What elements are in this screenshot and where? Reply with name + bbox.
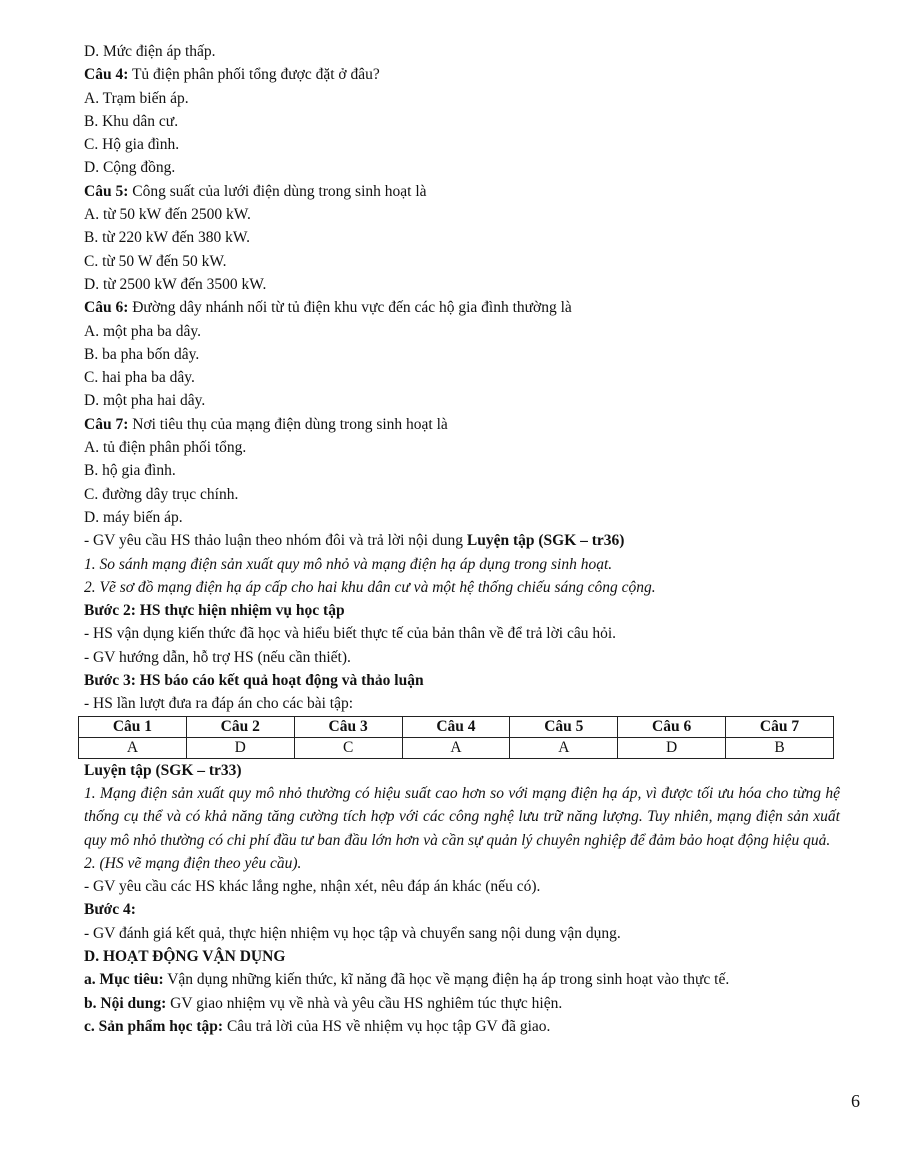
line-text: - GV hướng dẫn, hỗ trợ HS (nếu cần thiết).: [84, 648, 351, 666]
text-line: [84, 483, 840, 506]
practice-answer-2: 2. (HS vẽ mạng điện theo yêu cầu).: [84, 854, 302, 872]
text-line: [84, 180, 840, 203]
text-line: [84, 273, 840, 296]
line-text: Câu trả lời của HS về nhiệm vụ học tập GV đã giao.: [223, 1017, 551, 1035]
question-header-cell: Câu 5: [510, 716, 618, 737]
line-text: Tủ điện phân phối tổng được đặt ở đâu?: [128, 66, 380, 84]
text-line: [84, 622, 840, 645]
text-line: [84, 646, 840, 669]
question-header-cell: Câu 2: [186, 716, 294, 737]
text-line: [84, 63, 840, 86]
text-line: [84, 553, 840, 576]
answer-table-answer-row: [79, 737, 834, 758]
text-line: [84, 968, 840, 991]
text-line: [84, 250, 840, 273]
line-text: D. Mức điện áp thấp.: [84, 43, 216, 60]
document-page: [84, 40, 840, 1038]
text-line: [84, 343, 840, 366]
line-text: D. một pha hai dây.: [84, 392, 206, 410]
line-text: - GV yêu cầu các HS khác lắng nghe, nhận xét, nêu đáp án khác (nếu có).: [84, 878, 541, 896]
bold-label: Bước 2: HS thực hiện nhiệm vụ học tập: [84, 602, 345, 620]
line-text: C. đường dây trục chính.: [84, 485, 239, 503]
answer-cell: B: [726, 737, 834, 758]
text-line: [84, 40, 840, 63]
line-text: - HS vận dụng kiến thức đã học và hiểu biết thực tế của bản thân về để trả lời câu hỏi.: [84, 625, 617, 643]
question-header-cell: Câu 1: [79, 716, 187, 737]
line-text: C. từ 50 W đến 50 kW.: [84, 252, 227, 270]
question-header-cell: Câu 3: [294, 716, 402, 737]
line-text: A. tủ điện phân phối tổng.: [84, 439, 247, 457]
question-header-cell: Câu 6: [618, 716, 726, 737]
text-line: [84, 296, 840, 319]
answer-table-header-row: [79, 716, 834, 737]
text-line: [84, 389, 840, 412]
bold-label: Câu 5:: [84, 182, 129, 200]
text-line: [84, 992, 840, 1015]
text-line: [84, 203, 840, 226]
text-line: [84, 1015, 840, 1038]
bold-label: b. Nội dung:: [84, 994, 167, 1012]
text-line: [84, 875, 840, 898]
answer-cell: D: [186, 737, 294, 758]
line-text: B. từ 220 kW đến 380 kW.: [84, 229, 250, 247]
bold-label: Câu 6:: [84, 299, 129, 317]
line-text: B. Khu dân cư.: [84, 112, 179, 130]
text-line: [84, 898, 840, 921]
bold-label: Bước 4:: [84, 901, 136, 919]
text-line: [84, 599, 840, 622]
text-line: [84, 226, 840, 249]
bold-label: D. HOẠT ĐỘNG VẬN DỤNG: [84, 947, 286, 965]
text-line: [84, 459, 840, 482]
bold-label: Bước 3: HS báo cáo kết quả hoạt động và thảo luận: [84, 672, 424, 690]
line-text: - HS lần lượt đưa ra đáp án cho các bài tập:: [84, 695, 354, 713]
answer-cell: C: [294, 737, 402, 758]
bold-label: c. Sản phẩm học tập:: [84, 1017, 224, 1035]
question-header-cell: Câu 4: [402, 716, 510, 737]
text-line: [84, 156, 840, 179]
line-text: Nơi tiêu thụ của mạng điện dùng trong sinh hoạt là: [128, 415, 448, 433]
bold-label: Câu 4:: [84, 66, 129, 84]
answer-cell: A: [510, 737, 618, 758]
answer-table: [78, 716, 834, 759]
text-line: [84, 506, 840, 529]
text-line: [84, 413, 840, 436]
answer-cell: D: [618, 737, 726, 758]
text-line: [84, 110, 840, 133]
text-line: [84, 366, 840, 389]
text-line: [84, 87, 840, 110]
text-line: [84, 133, 840, 156]
practice-heading: Luyện tập (SGK – tr33): [84, 761, 242, 779]
line-text: GV giao nhiệm vụ về nhà và yêu cầu HS nghiêm túc thực hiện.: [166, 994, 563, 1012]
text-line: [84, 945, 840, 968]
line-text: Công suất của lưới điện dùng trong sinh hoạt là: [128, 182, 427, 200]
line-text: A. Trạm biến áp.: [84, 89, 189, 107]
bold-label: Câu 7:: [84, 415, 129, 433]
line-text: C. hai pha ba dây.: [84, 369, 195, 387]
line-text: - GV đánh giá kết quả, thực hiện nhiệm vụ học tập và chuyển sang nội dung vận dụng.: [84, 924, 621, 942]
text-line: [84, 576, 840, 599]
line-text: B. ba pha bốn dây.: [84, 345, 200, 363]
line-text: A. một pha ba dây.: [84, 322, 201, 340]
answer-cell: A: [79, 737, 187, 758]
italic-text: 1. So sánh mạng điện sản xuất quy mô nhỏ và mạng điện hạ áp dụng trong sinh hoạt.: [84, 555, 613, 573]
page-number: 6: [851, 1091, 860, 1111]
text-line: [84, 320, 840, 343]
text-line: [84, 669, 840, 692]
question-section: [84, 40, 840, 716]
question-header-cell: Câu 7: [726, 716, 834, 737]
line-text: D. Cộng đồng.: [84, 159, 176, 177]
activity-section: [84, 875, 840, 1038]
text-line: [84, 922, 840, 945]
line-text: B. hộ gia đình.: [84, 462, 176, 480]
answer-cell: A: [402, 737, 510, 758]
text-line: [84, 436, 840, 459]
line-text: - GV yêu cầu HS thảo luận theo nhóm đôi và trả lời nội dung: [84, 532, 467, 550]
text-line: [84, 529, 840, 552]
line-text: A. từ 50 kW đến 2500 kW.: [84, 206, 251, 224]
line-text: Vận dụng những kiến thức, kĩ năng đã học về mạng điện hạ áp trong sinh hoạt vào thực tế.: [163, 971, 730, 989]
italic-text: 2. Vẽ sơ đồ mạng điện hạ áp cấp cho hai khu dân cư và một hệ thống chiếu sáng công cộng.: [84, 578, 656, 596]
text-line: [84, 692, 840, 715]
line-text: D. từ 2500 kW đến 3500 kW.: [84, 275, 267, 293]
line-text: Đường dây nhánh nối từ tủ điện khu vực đến các hộ gia đình thường là: [128, 299, 572, 317]
bold-label: a. Mục tiêu:: [84, 971, 164, 989]
practice-answer-1: 1. Mạng điện sản xuất quy mô nhỏ thường có hiệu suất cao hơn so với mạng điện hạ áp, vì được tối ưu hóa cho từng hệ thống cụ thể và có khả năng tăng cường tích hợp với các công nghệ lưu trữ năng lượng. Tuy nhiên, mạng điện sản xuất quy mô nhỏ thường có chi phí đầu tư ban đầu lớn hơn và cần sự quản lý chuyên nghiệp để đảm bảo hoạt động hiệu quả.: [84, 784, 840, 849]
bold-reference: Luyện tập (SGK – tr36): [466, 532, 625, 550]
line-text: C. Hộ gia đình.: [84, 136, 180, 154]
line-text: D. máy biến áp.: [84, 508, 183, 526]
